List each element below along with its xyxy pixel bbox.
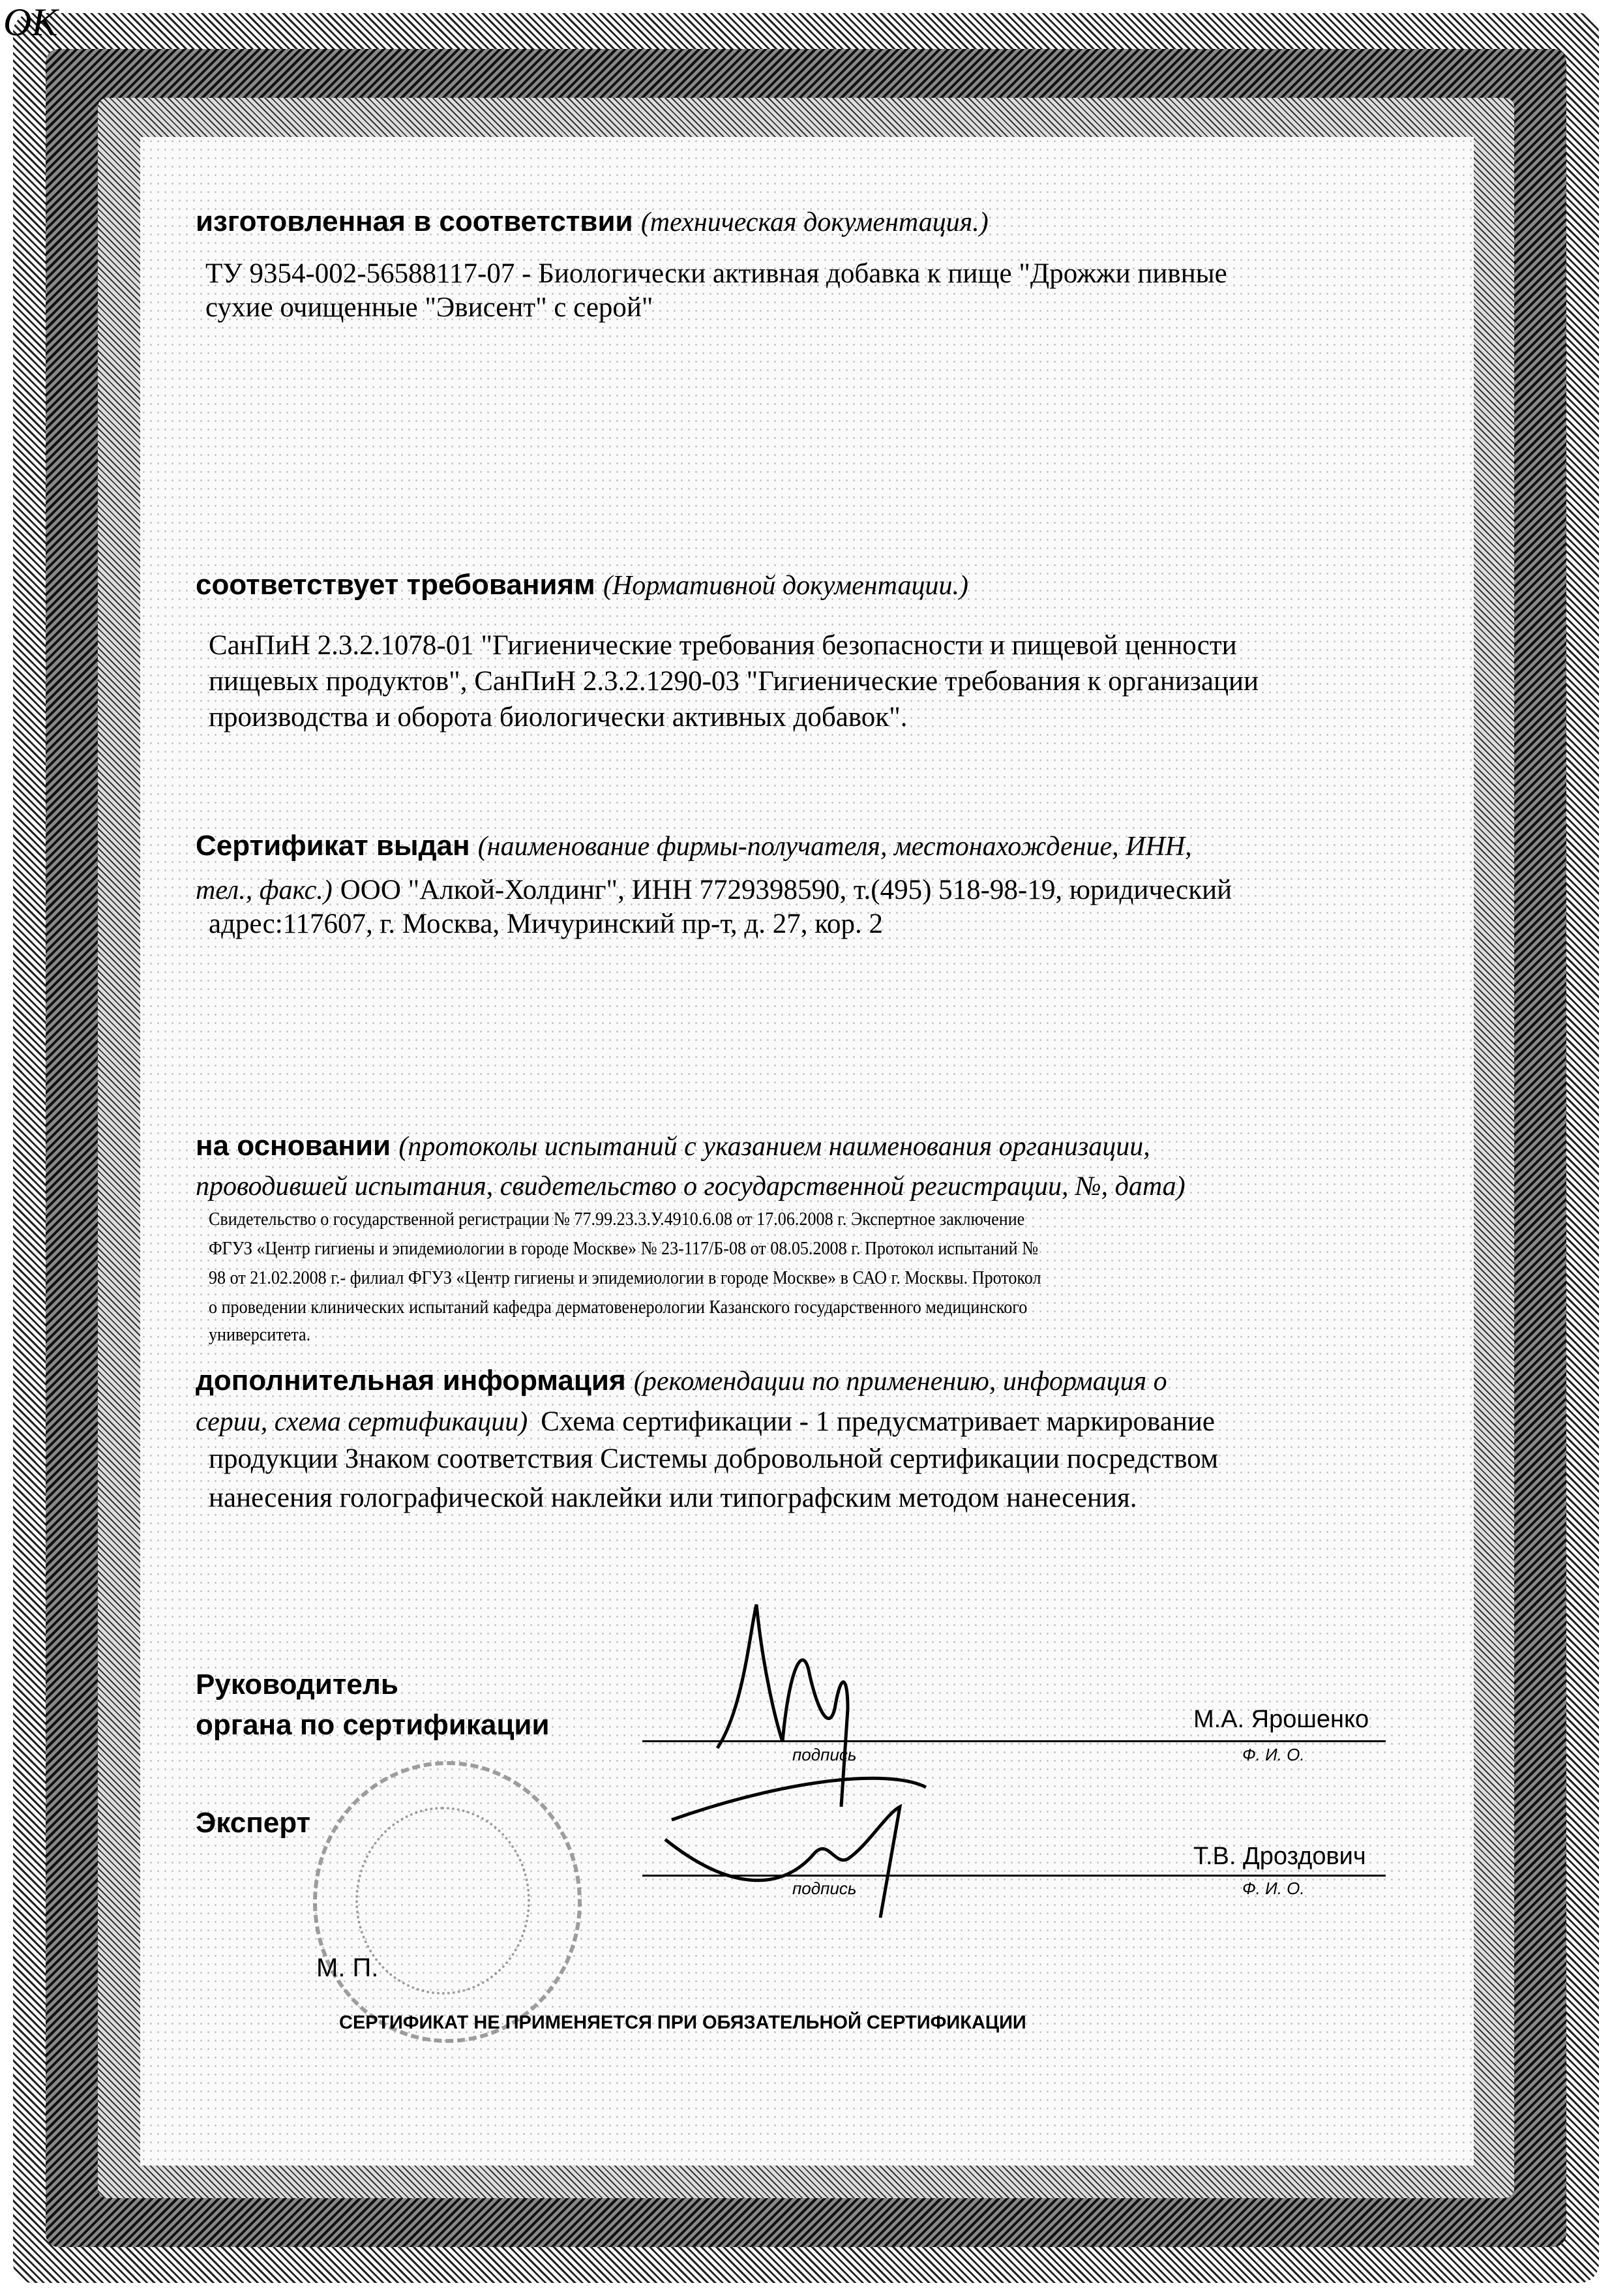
section2-line: пищевых продуктов", СанПиН 2.3.2.1290-03 "Гигиенические требования к организации [209,666,1259,697]
handwritten-signatures [652,1592,1109,1957]
section4-line: 98 от 21.02.2008 г.- филиал ФГУЗ «Центр гигиены и эпидемиологии в городе Москве» в САО г. Москвы. Протокол [209,1267,1041,1288]
corner-mark: ОК [3,1,58,44]
section2-line: СанПиН 2.3.2.1078-01 "Гигиенические требования безопасности и пищевой ценности [209,630,1237,661]
section4-line: ФГУЗ «Центр гигиены и эпидемиологии в городе Москве» № 23-117/Б-08 от 08.05.2008 г. Протокол испытаний № [209,1238,1039,1259]
signature-line [642,1875,1386,1877]
section1-line: ТУ 9354-002-56588117-07 - Биологически активная добавка к пище "Дрожжи пивные [205,258,1227,289]
sign-caption: подпись [792,1745,857,1764]
section2-heading: соответствует требованиям (Нормативной документации.) [196,569,968,601]
head-label: органа по сертификации [196,1709,550,1741]
head-label: Руководитель [196,1669,398,1700]
sign-caption: подпись [792,1879,857,1898]
expert-label: Эксперт [196,1807,311,1839]
expert-name: Т.В. Дроздович [1193,1843,1366,1870]
section4-line: университета. [209,1324,311,1345]
section4-hint: проводившей испытания, свидетельство о государственной регистрации, №, дата) [196,1171,1186,1201]
section3-line: тел., факс.) ООО "Алкой-Холдинг", ИНН 7729398590, т.(495) 518-98-19, юридический [196,875,1232,905]
section5-heading: дополнительная информация (рекомендации по применению, информация о [196,1365,1167,1397]
head-name: М.А. Ярошенко [1193,1706,1369,1733]
section5-line: нанесения голографической наклейки или типографским методом нанесения. [209,1483,1137,1513]
seal-label: М. П. [316,1954,379,1982]
section5-line: продукции Знаком соответствия Системы добровольной сертификации посредством [209,1443,1219,1474]
section1-heading: изготовленная в соответствии (техническая документация.) [196,205,989,237]
section3-heading: Сертификат выдан (наименование фирмы-получателя, местонахождение, ИНН, [196,830,1192,862]
section1-line: сухие очищенные "Эвисент" с серой" [205,292,653,323]
section4-line: Свидетельство о государственной регистрации № 77.99.23.3.У.4910.6.08 от 17.06.2008 г. Экспертное заключение [209,1209,1025,1230]
section4-line: о проведении клинических испытаний кафедра дерматовенерологии Казанского государственного медицинского [209,1297,1028,1318]
round-seal-inner [355,1807,530,1995]
section2-line: производства и оборота биологически активных добавок". [209,702,908,733]
section3-line: адрес:117607, г. Москва, Мичуринский пр-т, д. 27, кор. 2 [209,909,883,939]
footer-note: СЕРТИФИКАТ НЕ ПРИМЕНЯЕТСЯ ПРИ ОБЯЗАТЕЛЬНОЙ СЕРТИФИКАЦИИ [339,2012,1026,2033]
fio-caption: Ф. И. О. [1242,1879,1305,1898]
section5-line: серии, схема сертификации) Схема сертификации - 1 предусматривает маркирование [196,1406,1215,1437]
section4-heading: на основании (протоколы испытаний с указанием наименования организации, [196,1130,1150,1162]
fio-caption: Ф. И. О. [1242,1745,1305,1764]
